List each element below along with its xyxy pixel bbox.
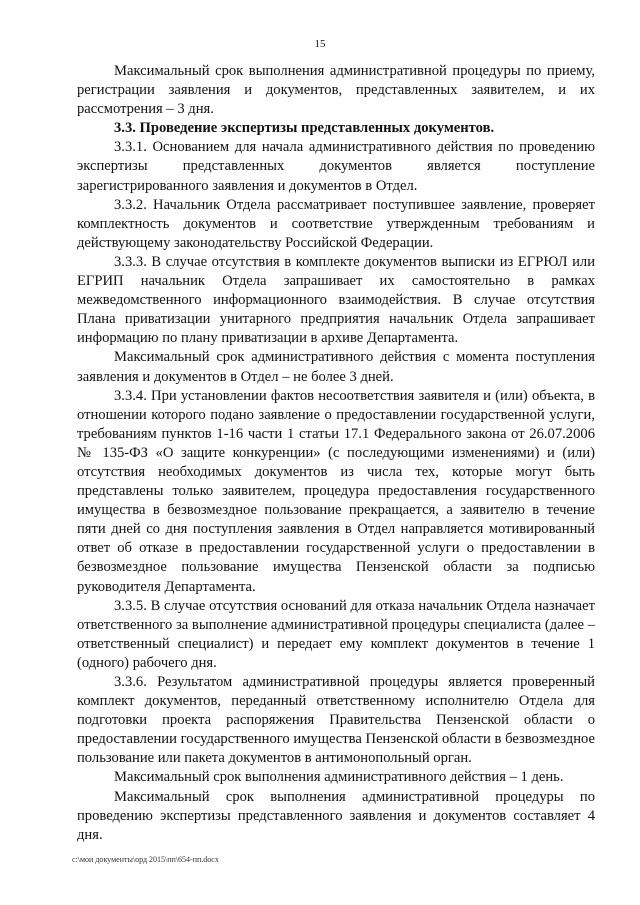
paragraph: 3.3.1. Основанием для начала административного действия по проведению экспертизы представленных документов является поступление зарегистрированного заявления и документов в Отдел. <box>77 139 595 194</box>
section-heading: 3.3. Проведение экспертизы представленных документов. <box>114 120 495 137</box>
paragraph: 3.3.6. Результатом административной процедуры является проверенный комплект документов, переданный ответственному исполнителю Отдела для подготовки проекта распоряжения Правительства Пензенской области о предоставлении государственного имущества Пензенской области в безвозмездное пользование или пакета документов в антимонопольный орган. <box>77 674 595 767</box>
paragraph: 3.3.4. При установлении фактов несоответствия заявителя и (или) объекта, в отношении которого подано заявление о предоставлении государственной услуги, требованиям пунктов 1-16 части 1 статьи 17.1 Федерального закона от 26.07.2006 № 135-ФЗ «О защите конкуренции» (с последующими изменениями) и (или) отсутствия необходимых документов из числа тех, которые могут быть представлены только заявителем, процедура предоставления государственного имущества в безвозмездное пользование прекращается, а заявителю в течение пяти дней со дня поступления заявления в Отдел направляется мотивированный ответ об отказе в предоставлении государственной услуги о предоставлении в безвозмездное пользование имущества Пензенской области за подписью руководителя Департамента. <box>77 387 595 595</box>
paragraph: 3.3.5. В случае отсутствия оснований для отказа начальник Отдела назначает ответственного за выполнение административной процедуры специалиста (далее – ответственный специалист) и передает ему комплект документов в течение 1 (одного) рабочего дня. <box>77 597 595 671</box>
document-body <box>77 62 595 845</box>
footer-file-path: c:\мои документы\орд 2015\пп\654-пп.docx <box>72 855 219 864</box>
paragraph: Максимальный срок выполнения административной процедуры по проведению экспертизы представленного заявления и документов составляет 4 дня. <box>77 788 595 843</box>
paragraph: Максимальный срок выполнения административной процедуры по приему, регистрации заявления и документов, представленных заявителем, и их рассмотрения – 3 дня. <box>77 63 595 118</box>
paragraph: 3.3.2. Начальник Отдела рассматривает поступившее заявление, проверяет комплектность документов и соответствие утвержденным требованиям и действующему законодательству Российской Федерации. <box>77 196 595 251</box>
page-number: 15 <box>314 38 326 50</box>
paragraph: Максимальный срок выполнения административного действия – 1 день. <box>114 769 564 786</box>
paragraph: 3.3.3. В случае отсутствия в комплекте документов выписки из ЕГРЮЛ или ЕГРИП начальник Отдела запрашивает их самостоятельно в рамках межведомственного информационного взаимодействия. В случае отсутствия Плана приватизации унитарного предприятия начальник Отдела запрашивает информацию по плану приватизации в архиве Департамента. <box>77 253 595 347</box>
paragraph: Максимальный срок административного действия с момента поступления заявления и документов в Отдел – не более 3 дней. <box>77 349 595 385</box>
